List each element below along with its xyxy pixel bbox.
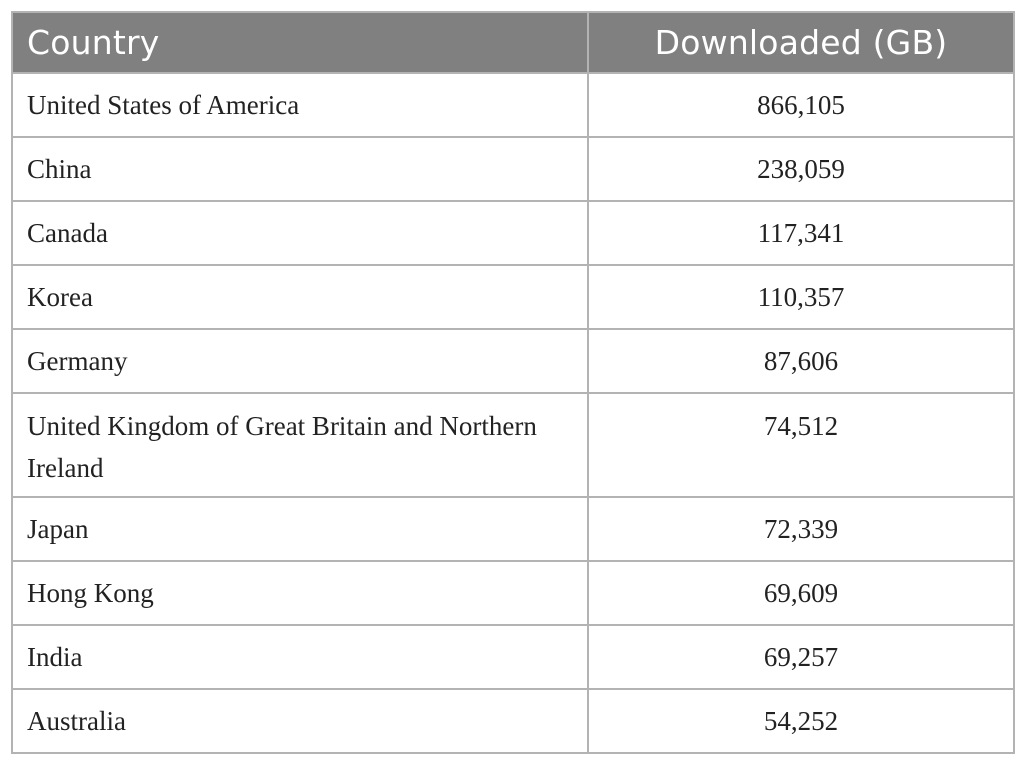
country-cell: Canada bbox=[12, 201, 588, 265]
table-row bbox=[12, 201, 1014, 265]
downloaded-cell: 69,609 bbox=[588, 561, 1014, 625]
table-header bbox=[12, 12, 1014, 73]
downloads-by-country-table bbox=[11, 11, 1015, 754]
table-row bbox=[12, 73, 1014, 137]
table-row bbox=[12, 393, 1014, 497]
downloads-table-container bbox=[11, 11, 1013, 754]
country-cell: Japan bbox=[12, 497, 588, 561]
table-row bbox=[12, 561, 1014, 625]
table-row bbox=[12, 497, 1014, 561]
country-cell: Australia bbox=[12, 689, 588, 753]
header-row bbox=[12, 12, 1014, 73]
country-cell: Hong Kong bbox=[12, 561, 588, 625]
country-column-header: Country bbox=[12, 12, 588, 73]
country-cell: China bbox=[12, 137, 588, 201]
downloaded-cell: 69,257 bbox=[588, 625, 1014, 689]
country-cell: India bbox=[12, 625, 588, 689]
table-row bbox=[12, 265, 1014, 329]
table-row bbox=[12, 689, 1014, 753]
downloaded-cell: 54,252 bbox=[588, 689, 1014, 753]
downloaded-cell: 110,357 bbox=[588, 265, 1014, 329]
table-row bbox=[12, 329, 1014, 393]
downloaded-cell: 117,341 bbox=[588, 201, 1014, 265]
downloaded-cell: 866,105 bbox=[588, 73, 1014, 137]
downloaded-column-header: Downloaded (GB) bbox=[588, 12, 1014, 73]
country-cell: United Kingdom of Great Britain and Northern Ireland bbox=[12, 393, 588, 497]
downloaded-cell: 238,059 bbox=[588, 137, 1014, 201]
table-body bbox=[12, 73, 1014, 753]
downloaded-cell: 72,339 bbox=[588, 497, 1014, 561]
downloaded-cell: 74,512 bbox=[588, 393, 1014, 497]
downloaded-cell: 87,606 bbox=[588, 329, 1014, 393]
country-cell: United States of America bbox=[12, 73, 588, 137]
table-row bbox=[12, 625, 1014, 689]
country-cell: Germany bbox=[12, 329, 588, 393]
table-row bbox=[12, 137, 1014, 201]
country-cell: Korea bbox=[12, 265, 588, 329]
